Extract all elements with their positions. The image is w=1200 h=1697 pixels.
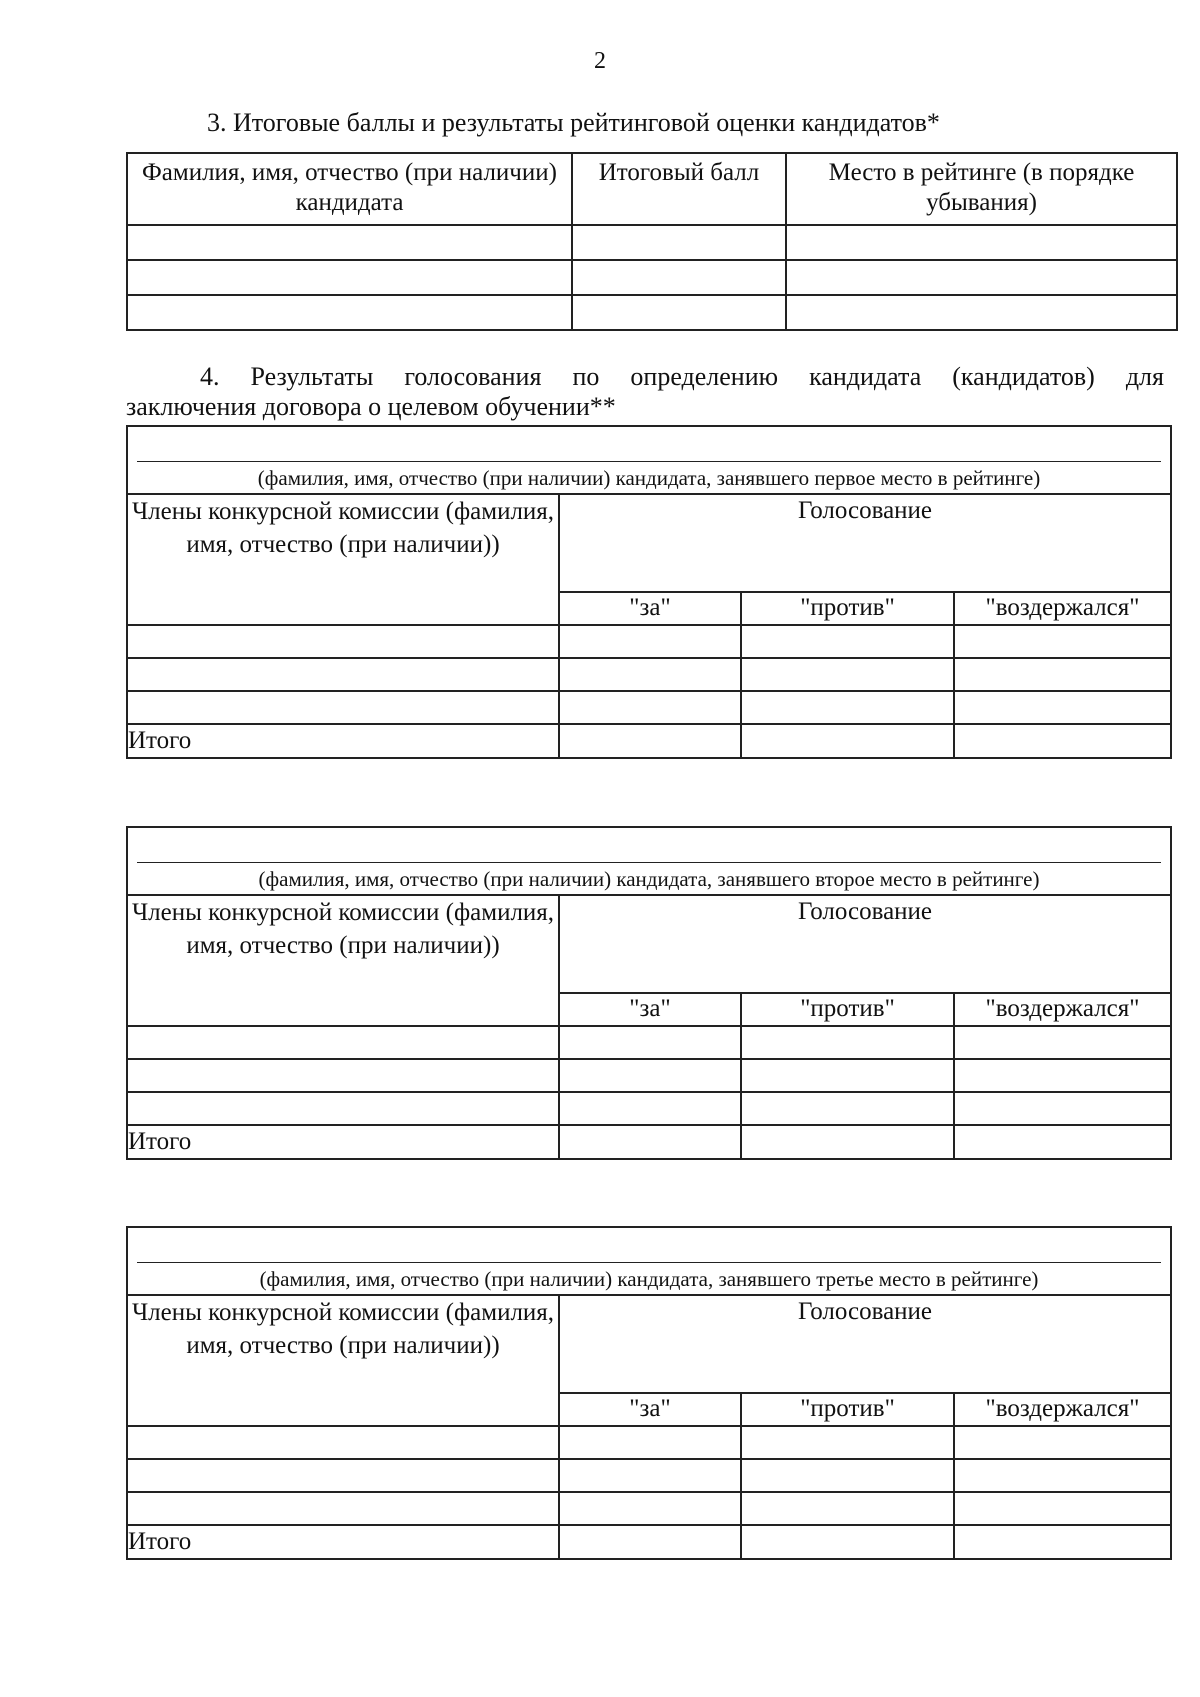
table-row bbox=[127, 1459, 1171, 1492]
cell[interactable] bbox=[786, 295, 1177, 330]
voting-header: Голосование bbox=[559, 494, 1171, 592]
ratings-table bbox=[126, 152, 1178, 331]
table-row bbox=[127, 625, 1171, 658]
column-header-score: Итоговый балл bbox=[572, 153, 786, 225]
candidate-caption: (фамилия, имя, отчество (при наличии) кандидата, занявшего третье место в рейтинге) bbox=[259, 1267, 1039, 1291]
page-number: 2 bbox=[594, 48, 606, 74]
table-row bbox=[127, 1059, 1171, 1092]
cell[interactable] bbox=[127, 260, 572, 295]
cell[interactable] bbox=[559, 658, 741, 691]
cell[interactable] bbox=[559, 1492, 741, 1525]
cell[interactable] bbox=[786, 225, 1177, 260]
cell[interactable] bbox=[559, 691, 741, 724]
cell[interactable] bbox=[741, 625, 954, 658]
total-label: Итого bbox=[127, 724, 559, 758]
vote-option-against: "против" bbox=[741, 993, 954, 1026]
section-4-title-line-1: 4. Результаты голосования по определению кандидата (кандидатов) для bbox=[200, 362, 1164, 391]
table-row bbox=[127, 1426, 1171, 1459]
cell[interactable] bbox=[954, 724, 1171, 758]
candidate-cell[interactable] bbox=[127, 426, 1171, 494]
cell[interactable] bbox=[127, 691, 559, 724]
candidate-name-line bbox=[137, 862, 1161, 863]
table-row bbox=[127, 295, 1177, 330]
vote-option-for: "за" bbox=[559, 592, 741, 625]
cell[interactable] bbox=[954, 1059, 1171, 1092]
voting-table-second-place bbox=[126, 826, 1172, 1160]
cell[interactable] bbox=[127, 1059, 559, 1092]
vote-option-abstain: "воздержался" bbox=[954, 592, 1171, 625]
vote-option-for: "за" bbox=[559, 1393, 741, 1426]
cell[interactable] bbox=[559, 1459, 741, 1492]
candidate-row bbox=[127, 1227, 1171, 1295]
cell[interactable] bbox=[127, 1026, 559, 1059]
cell[interactable] bbox=[741, 1525, 954, 1559]
members-header: Члены конкурсной комиссии (фамилия, имя, отчество (при наличии)) bbox=[127, 494, 559, 625]
section-3-title: 3. Итоговые баллы и результаты рейтинговой оценки кандидатов* bbox=[207, 108, 940, 137]
cell[interactable] bbox=[741, 1026, 954, 1059]
candidate-caption: (фамилия, имя, отчество (при наличии) кандидата, занявшего первое место в рейтинге) bbox=[257, 466, 1041, 490]
members-header: Члены конкурсной комиссии (фамилия, имя, отчество (при наличии)) bbox=[127, 1295, 559, 1426]
cell[interactable] bbox=[559, 1059, 741, 1092]
cell[interactable] bbox=[127, 295, 572, 330]
cell[interactable] bbox=[954, 691, 1171, 724]
candidate-cell[interactable] bbox=[127, 827, 1171, 895]
voting-table-first-place bbox=[126, 425, 1172, 759]
voting-header: Голосование bbox=[559, 895, 1171, 993]
vote-option-against: "против" bbox=[741, 592, 954, 625]
cell[interactable] bbox=[954, 1426, 1171, 1459]
cell[interactable] bbox=[741, 1125, 954, 1159]
cell[interactable] bbox=[572, 260, 786, 295]
table-row bbox=[127, 1492, 1171, 1525]
members-header: Члены конкурсной комиссии (фамилия, имя, отчество (при наличии)) bbox=[127, 895, 559, 1026]
cell[interactable] bbox=[127, 625, 559, 658]
cell[interactable] bbox=[741, 658, 954, 691]
cell[interactable] bbox=[572, 295, 786, 330]
header-row bbox=[127, 494, 1171, 592]
cell[interactable] bbox=[954, 1525, 1171, 1559]
section-4-title bbox=[126, 362, 1164, 422]
cell[interactable] bbox=[127, 1092, 559, 1125]
cell[interactable] bbox=[127, 1459, 559, 1492]
candidate-row bbox=[127, 827, 1171, 895]
vote-option-against: "против" bbox=[741, 1393, 954, 1426]
table-row bbox=[127, 260, 1177, 295]
section-4-title-line-2: заключения договора о целевом обучении** bbox=[126, 392, 616, 421]
cell[interactable] bbox=[127, 1492, 559, 1525]
cell[interactable] bbox=[127, 658, 559, 691]
voting-table-third-place bbox=[126, 1226, 1172, 1560]
cell[interactable] bbox=[741, 1092, 954, 1125]
candidate-name-line bbox=[137, 461, 1161, 462]
cell[interactable] bbox=[954, 625, 1171, 658]
cell[interactable] bbox=[954, 1026, 1171, 1059]
cell[interactable] bbox=[954, 1459, 1171, 1492]
cell[interactable] bbox=[954, 658, 1171, 691]
cell[interactable] bbox=[954, 1492, 1171, 1525]
vote-option-for: "за" bbox=[559, 993, 741, 1026]
cell[interactable] bbox=[559, 625, 741, 658]
cell[interactable] bbox=[559, 1426, 741, 1459]
table-row bbox=[127, 225, 1177, 260]
header-row bbox=[127, 895, 1171, 993]
table-row bbox=[127, 1092, 1171, 1125]
cell[interactable] bbox=[954, 1092, 1171, 1125]
header-row bbox=[127, 1295, 1171, 1393]
cell[interactable] bbox=[786, 260, 1177, 295]
cell[interactable] bbox=[127, 1426, 559, 1459]
table-row bbox=[127, 658, 1171, 691]
cell[interactable] bbox=[954, 1125, 1171, 1159]
total-label: Итого bbox=[127, 1525, 559, 1559]
candidate-cell[interactable] bbox=[127, 1227, 1171, 1295]
cell[interactable] bbox=[741, 1426, 954, 1459]
candidate-row bbox=[127, 426, 1171, 494]
vote-option-abstain: "воздержался" bbox=[954, 993, 1171, 1026]
cell[interactable] bbox=[741, 1492, 954, 1525]
column-header-rank: Место в рейтинге (в порядке убывания) bbox=[786, 153, 1177, 225]
total-row bbox=[127, 724, 1171, 758]
cell[interactable] bbox=[559, 1525, 741, 1559]
candidate-caption: (фамилия, имя, отчество (при наличии) кандидата, занявшего второе место в рейтинге) bbox=[258, 867, 1040, 891]
cell[interactable] bbox=[127, 225, 572, 260]
cell[interactable] bbox=[559, 1026, 741, 1059]
cell[interactable] bbox=[559, 724, 741, 758]
candidate-name-line bbox=[137, 1262, 1161, 1263]
total-label: Итого bbox=[127, 1125, 559, 1159]
cell[interactable] bbox=[741, 1059, 954, 1092]
voting-header: Голосование bbox=[559, 1295, 1171, 1393]
cell[interactable] bbox=[741, 724, 954, 758]
vote-option-abstain: "воздержался" bbox=[954, 1393, 1171, 1426]
cell[interactable] bbox=[572, 225, 786, 260]
total-row bbox=[127, 1125, 1171, 1159]
column-header-candidate: Фамилия, имя, отчество (при наличии) кандидата bbox=[127, 153, 572, 225]
ratings-table-header bbox=[127, 153, 1177, 225]
cell[interactable] bbox=[741, 1459, 954, 1492]
total-row bbox=[127, 1525, 1171, 1559]
cell[interactable] bbox=[741, 691, 954, 724]
table-row bbox=[127, 1026, 1171, 1059]
cell[interactable] bbox=[559, 1125, 741, 1159]
table-row bbox=[127, 691, 1171, 724]
cell[interactable] bbox=[559, 1092, 741, 1125]
